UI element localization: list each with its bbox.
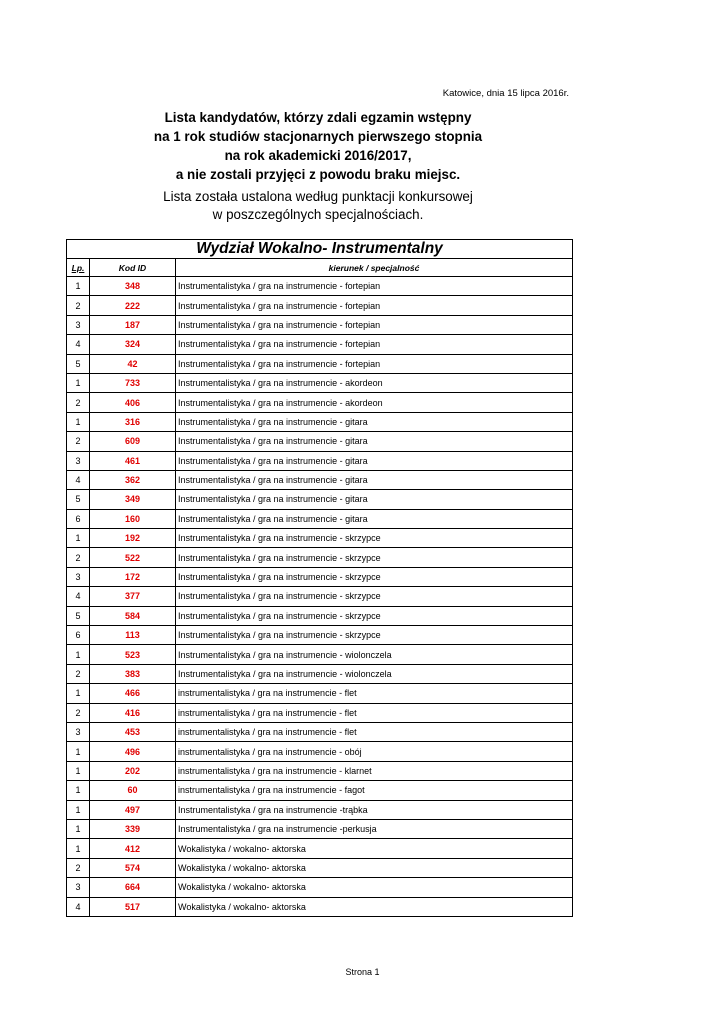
row-kod-id: 348 xyxy=(90,277,176,296)
row-kod-id: 406 xyxy=(90,393,176,412)
title-line: na 1 rok studiów stacjonarnych pierwszego stopnia xyxy=(153,129,483,144)
row-kierunek: instrumentalistyka / gra na instrumencie - flet xyxy=(176,703,573,722)
table-row xyxy=(67,432,573,451)
document-title xyxy=(0,108,636,184)
row-lp: 2 xyxy=(67,858,90,877)
row-kod-id: 733 xyxy=(90,373,176,392)
table-row xyxy=(67,819,573,838)
row-lp: 1 xyxy=(67,277,90,296)
row-lp: 2 xyxy=(67,393,90,412)
row-kierunek: Instrumentalistyka / gra na instrumencie - gitara xyxy=(176,451,573,470)
table-row xyxy=(67,878,573,897)
table-row xyxy=(67,470,573,489)
row-kierunek: Instrumentalistyka / gra na instrumencie - akordeon xyxy=(176,373,573,392)
row-kierunek: instrumentalistyka / gra na instrumencie - obój xyxy=(176,742,573,761)
subtitle-line: w poszczególnych specjalnościach. xyxy=(212,207,424,222)
row-lp: 3 xyxy=(67,451,90,470)
row-lp: 2 xyxy=(67,548,90,567)
row-lp: 2 xyxy=(67,296,90,315)
row-lp: 3 xyxy=(67,567,90,586)
row-kierunek: Wokalistyka / wokalno- aktorska xyxy=(176,858,573,877)
row-lp: 4 xyxy=(67,897,90,916)
row-kierunek: Instrumentalistyka / gra na instrumencie - fortepian xyxy=(176,296,573,315)
row-kierunek: Instrumentalistyka / gra na instrumencie - fortepian xyxy=(176,277,573,296)
row-kod-id: 416 xyxy=(90,703,176,722)
page-number: Strona 1 xyxy=(345,967,380,977)
column-header-kierunek: kierunek / specjalność xyxy=(176,259,573,277)
row-lp: 3 xyxy=(67,878,90,897)
table-row xyxy=(67,587,573,606)
table-row xyxy=(67,335,573,354)
row-kod-id: 113 xyxy=(90,626,176,645)
row-kod-id: 664 xyxy=(90,878,176,897)
row-kod-id: 522 xyxy=(90,548,176,567)
row-kierunek: Wokalistyka / wokalno- aktorska xyxy=(176,839,573,858)
row-kod-id: 349 xyxy=(90,490,176,509)
row-kierunek: Instrumentalistyka / gra na instrumencie - skrzypce xyxy=(176,548,573,567)
table-row xyxy=(67,315,573,334)
row-kierunek: Instrumentalistyka / gra na instrumencie -trąbka xyxy=(176,800,573,819)
row-kod-id: 324 xyxy=(90,335,176,354)
row-lp: 4 xyxy=(67,587,90,606)
row-kierunek: Wokalistyka / wokalno- aktorska xyxy=(176,878,573,897)
table-row xyxy=(67,296,573,315)
table-row xyxy=(67,626,573,645)
row-kierunek: instrumentalistyka / gra na instrumencie - fagot xyxy=(176,781,573,800)
row-kierunek: Instrumentalistyka / gra na instrumencie - skrzypce xyxy=(176,587,573,606)
row-lp: 5 xyxy=(67,606,90,625)
row-kod-id: 362 xyxy=(90,470,176,489)
table-row xyxy=(67,354,573,373)
table-row xyxy=(67,703,573,722)
row-kod-id: 202 xyxy=(90,761,176,780)
row-kod-id: 461 xyxy=(90,451,176,470)
row-kod-id: 584 xyxy=(90,606,176,625)
row-kod-id: 496 xyxy=(90,742,176,761)
row-kod-id: 609 xyxy=(90,432,176,451)
row-kierunek: Instrumentalistyka / gra na instrumencie - gitara xyxy=(176,432,573,451)
table-row xyxy=(67,373,573,392)
row-lp: 2 xyxy=(67,703,90,722)
candidates-table xyxy=(66,239,573,917)
row-kod-id: 497 xyxy=(90,800,176,819)
row-kierunek: Instrumentalistyka / gra na instrumencie - fortepian xyxy=(176,335,573,354)
row-lp: 5 xyxy=(67,354,90,373)
row-lp: 2 xyxy=(67,432,90,451)
table-row xyxy=(67,567,573,586)
column-header-lp: Lp. xyxy=(67,259,90,277)
row-kierunek: Instrumentalistyka / gra na instrumencie - skrzypce xyxy=(176,529,573,548)
table-row xyxy=(67,897,573,916)
faculty-row xyxy=(67,240,573,259)
row-kierunek: instrumentalistyka / gra na instrumencie - flet xyxy=(176,722,573,741)
row-kod-id: 517 xyxy=(90,897,176,916)
title-line: a nie zostali przyjęci z powodu braku miejsc. xyxy=(175,167,461,182)
row-kierunek: Instrumentalistyka / gra na instrumencie - fortepian xyxy=(176,354,573,373)
row-kod-id: 172 xyxy=(90,567,176,586)
document-subtitle xyxy=(0,188,636,224)
row-kod-id: 574 xyxy=(90,858,176,877)
table-row xyxy=(67,393,573,412)
row-lp: 1 xyxy=(67,373,90,392)
row-kierunek: Instrumentalistyka / gra na instrumencie - wiolonczela xyxy=(176,664,573,683)
row-lp: 1 xyxy=(67,684,90,703)
table-row xyxy=(67,645,573,664)
row-lp: 1 xyxy=(67,800,90,819)
row-lp: 3 xyxy=(67,315,90,334)
table-row xyxy=(67,548,573,567)
row-kierunek: Instrumentalistyka / gra na instrumencie - fortepian xyxy=(176,315,573,334)
table-row xyxy=(67,858,573,877)
row-kod-id: 383 xyxy=(90,664,176,683)
table-row xyxy=(67,606,573,625)
table-row xyxy=(67,509,573,528)
table-row xyxy=(67,839,573,858)
column-header-kod-id: Kod ID xyxy=(90,259,176,277)
table-row xyxy=(67,800,573,819)
row-kod-id: 192 xyxy=(90,529,176,548)
row-lp: 6 xyxy=(67,509,90,528)
row-lp: 4 xyxy=(67,335,90,354)
row-kod-id: 523 xyxy=(90,645,176,664)
row-kod-id: 160 xyxy=(90,509,176,528)
row-kod-id: 222 xyxy=(90,296,176,315)
row-lp: 1 xyxy=(67,819,90,838)
table-row xyxy=(67,412,573,431)
row-lp: 1 xyxy=(67,781,90,800)
row-kod-id: 187 xyxy=(90,315,176,334)
row-lp: 1 xyxy=(67,761,90,780)
row-kierunek: Wokalistyka / wokalno- aktorska xyxy=(176,897,573,916)
row-kod-id: 377 xyxy=(90,587,176,606)
row-kierunek: instrumentalistyka / gra na instrumencie - klarnet xyxy=(176,761,573,780)
row-lp: 1 xyxy=(67,742,90,761)
row-kod-id: 412 xyxy=(90,839,176,858)
row-kierunek: Instrumentalistyka / gra na instrumencie - gitara xyxy=(176,470,573,489)
row-kierunek: Instrumentalistyka / gra na instrumencie - skrzypce xyxy=(176,606,573,625)
table-header-row xyxy=(67,259,573,277)
row-kod-id: 316 xyxy=(90,412,176,431)
table-row xyxy=(67,684,573,703)
row-kierunek: Instrumentalistyka / gra na instrumencie - gitara xyxy=(176,509,573,528)
table-row xyxy=(67,781,573,800)
table-row xyxy=(67,761,573,780)
row-kierunek: Instrumentalistyka / gra na instrumencie - skrzypce xyxy=(176,626,573,645)
row-kod-id: 42 xyxy=(90,354,176,373)
table-row xyxy=(67,277,573,296)
row-kierunek: Instrumentalistyka / gra na instrumencie - akordeon xyxy=(176,393,573,412)
row-lp: 1 xyxy=(67,645,90,664)
row-kod-id: 339 xyxy=(90,819,176,838)
row-lp: 5 xyxy=(67,490,90,509)
row-lp: 1 xyxy=(67,839,90,858)
faculty-title: Wydział Wokalno- Instrumentalny xyxy=(67,240,573,259)
row-lp: 1 xyxy=(67,529,90,548)
row-kod-id: 60 xyxy=(90,781,176,800)
row-lp: 2 xyxy=(67,664,90,683)
row-kierunek: Instrumentalistyka / gra na instrumencie - gitara xyxy=(176,490,573,509)
row-kierunek: Instrumentalistyka / gra na instrumencie - skrzypce xyxy=(176,567,573,586)
row-kierunek: Instrumentalistyka / gra na instrumencie -perkusja xyxy=(176,819,573,838)
title-line: Lista kandydatów, którzy zdali egzamin wstępny xyxy=(164,110,472,125)
table-row xyxy=(67,451,573,470)
row-kierunek: Instrumentalistyka / gra na instrumencie - gitara xyxy=(176,412,573,431)
table-row xyxy=(67,529,573,548)
row-lp: 4 xyxy=(67,470,90,489)
table-row xyxy=(67,722,573,741)
row-lp: 6 xyxy=(67,626,90,645)
table-row xyxy=(67,742,573,761)
document-date: Katowice, dnia 15 lipca 2016r. xyxy=(442,88,569,99)
row-kierunek: instrumentalistyka / gra na instrumencie - flet xyxy=(176,684,573,703)
title-line: na rok akademicki 2016/2017, xyxy=(224,148,412,163)
table-row xyxy=(67,490,573,509)
subtitle-line: Lista została ustalona według punktacji konkursowej xyxy=(163,189,473,204)
row-kierunek: Instrumentalistyka / gra na instrumencie - wiolonczela xyxy=(176,645,573,664)
row-lp: 1 xyxy=(67,412,90,431)
row-kod-id: 466 xyxy=(90,684,176,703)
row-kod-id: 453 xyxy=(90,722,176,741)
row-lp: 3 xyxy=(67,722,90,741)
table-row xyxy=(67,664,573,683)
